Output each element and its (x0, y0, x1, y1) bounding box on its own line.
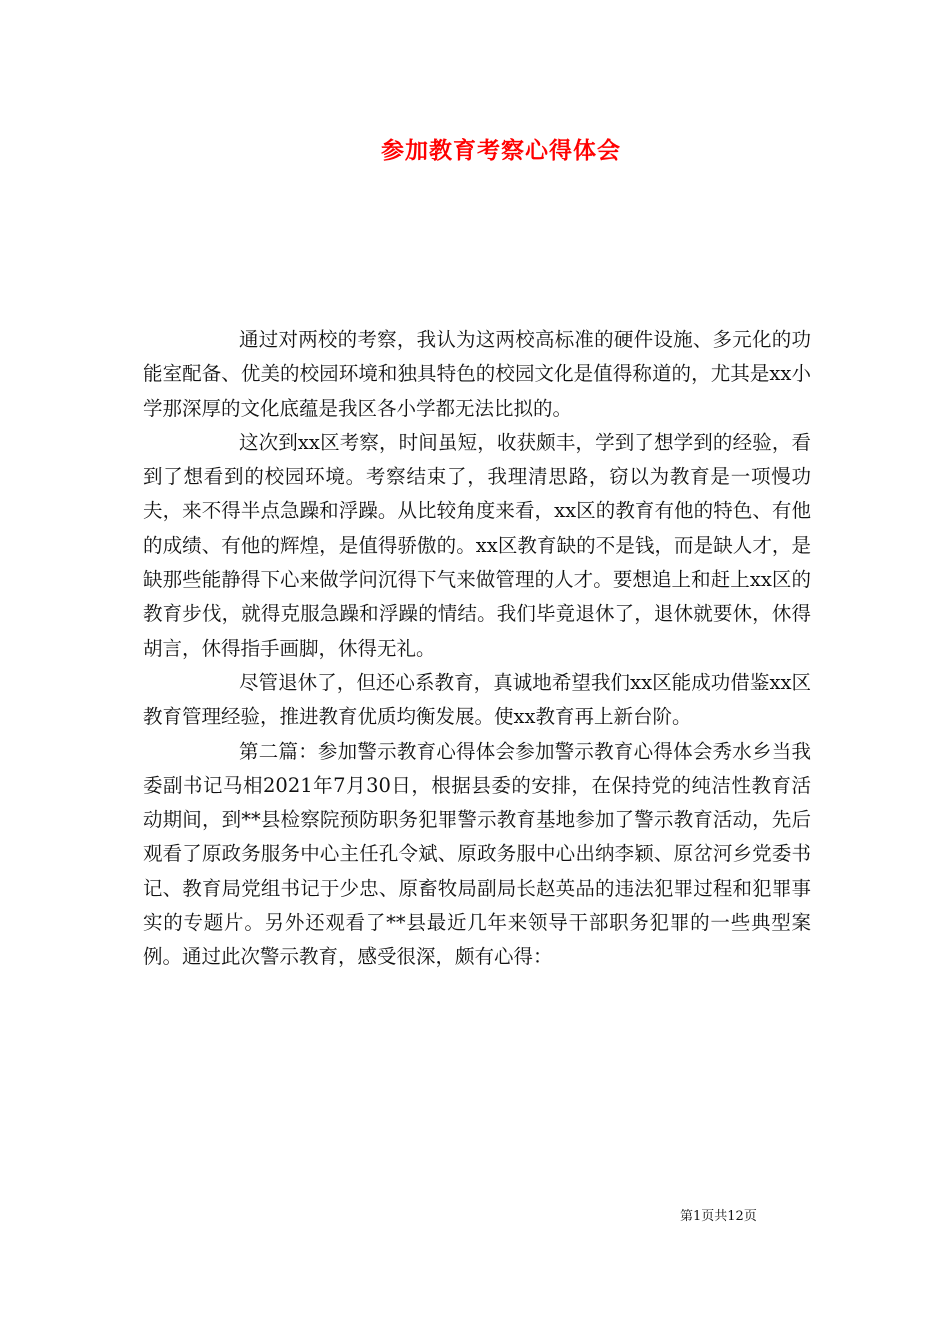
page-number-footer: 第1页共12页 (680, 1209, 757, 1224)
document-title: 参加教育考察心得体会 (381, 137, 621, 164)
document-body (143, 323, 811, 975)
paragraph-4: 第二篇：参加警示教育心得体会参加警示教育心得体会秀水乡当我委副书记马相2021年7月30日，根据县委的安排，在保持党的纯洁性教育活动期间，到**县检察院预防职务犯罪警示教育基地参加了警示教育活动，先后观看了原政务服务中心主任孔令斌、原政务服中心出纳李颖、原岔河乡党委书记、教育局党组书记于少忠、原畜牧局副局长赵英品的违法犯罪过程和犯罪事实的专题片。另外还观看了**县最近几年来领导干部职务犯罪的一些典型案例。通过此次警示教育，感受很深，颇有心得： (143, 739, 811, 969)
paragraph-2: 这次到xx区考察，时间虽短，收获颇丰，学到了想学到的经验，看到了想看到的校园环境。考察结束了，我理清思路，窃以为教育是一项慢功夫，来不得半点急躁和浮躁。从比较角度来看，xx区的教育有他的特色、有他的成绩、有他的辉煌，是值得骄傲的。xx区教育缺的不是钱，而是缺人才，是缺那些能静得下心来做学问沉得下气来做管理的人才。要想追上和赶上xx区的教育步伐，就得克服急躁和浮躁的情结。我们毕竟退休了，退休就要休，休得胡言，休得指手画脚，休得无礼。 (143, 430, 811, 660)
paragraph-3: 尽管退休了，但还心系教育，真诚地希望我们xx区能成功借鉴xx区教育管理经验，推进教育优质均衡发展。使xx教育再上新台阶。 (143, 670, 811, 729)
paragraph-1: 通过对两校的考察，我认为这两校高标准的硬件设施、多元化的功能室配备、优美的校园环境和独具特色的校园文化是值得称道的，尤其是xx小学那深厚的文化底蕴是我区各小学都无法比拟的。 (143, 328, 811, 420)
